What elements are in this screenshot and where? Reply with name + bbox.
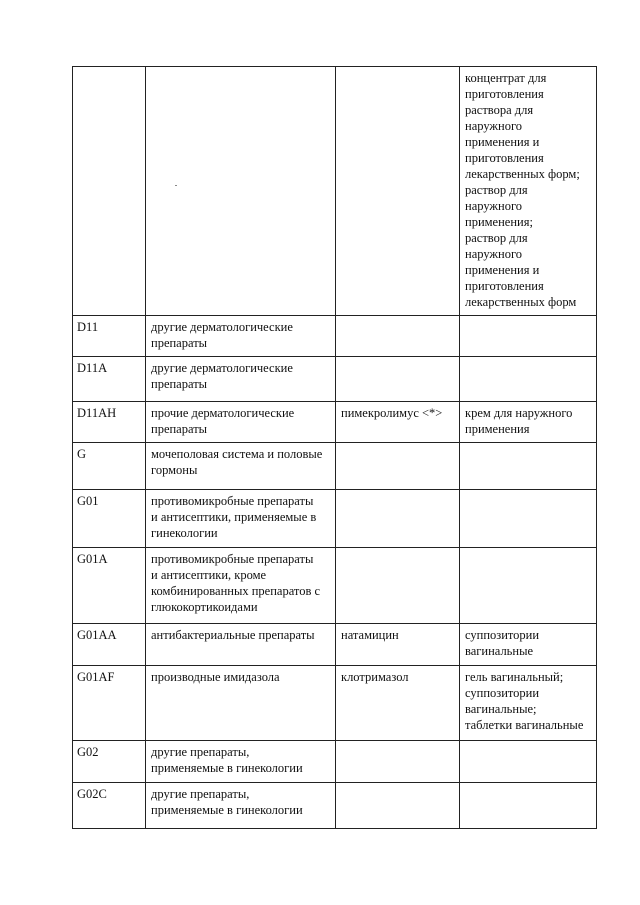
drug-name-cell: натамицин	[336, 624, 460, 666]
table-row	[73, 67, 597, 316]
atc-code-cell: D11AH	[73, 402, 146, 443]
drug-name-cell	[336, 443, 460, 490]
drug-name-cell	[336, 67, 460, 316]
dosage-form-cell: гель вагинальный; суппозитории вагинальные; таблетки вагинальные	[460, 666, 597, 741]
atc-group-cell: другие препараты, применяемые в гинекологии	[146, 741, 336, 783]
atc-code-cell: G	[73, 443, 146, 490]
drug-name-cell	[336, 548, 460, 624]
atc-code-cell: G02C	[73, 783, 146, 829]
atc-code-cell	[73, 67, 146, 316]
drug-name-cell	[336, 316, 460, 357]
dosage-form-cell	[460, 548, 597, 624]
drug-name-cell	[336, 741, 460, 783]
atc-code-cell: D11	[73, 316, 146, 357]
table-row	[73, 783, 597, 829]
table-row	[73, 402, 597, 443]
drug-name-cell	[336, 490, 460, 548]
atc-code-cell: G02	[73, 741, 146, 783]
table-row	[73, 316, 597, 357]
atc-group-cell: мочеполовая система и половые гормоны	[146, 443, 336, 490]
dosage-form-cell	[460, 443, 597, 490]
atc-code-cell: G01	[73, 490, 146, 548]
table-row	[73, 624, 597, 666]
dosage-form-cell	[460, 490, 597, 548]
dosage-form-cell	[460, 316, 597, 357]
drug-name-cell	[336, 357, 460, 402]
drug-name-cell	[336, 783, 460, 829]
atc-group-cell: другие дерматологические препараты	[146, 316, 336, 357]
atc-group-cell: противомикробные препараты и антисептики, применяемые в гинекологии	[146, 490, 336, 548]
dosage-form-cell	[460, 741, 597, 783]
drug-name-cell: клотримазол	[336, 666, 460, 741]
dosage-form-cell	[460, 357, 597, 402]
table-row	[73, 443, 597, 490]
atc-group-cell: другие дерматологические препараты	[146, 357, 336, 402]
table-row	[73, 357, 597, 402]
dosage-form-cell: крем для наружного применения	[460, 402, 597, 443]
dosage-form-cell: суппозитории вагинальные	[460, 624, 597, 666]
table-row	[73, 666, 597, 741]
drug-name-cell: пимекролимус <*>	[336, 402, 460, 443]
atc-group-cell: антибактериальные препараты	[146, 624, 336, 666]
atc-code-cell: G01A	[73, 548, 146, 624]
table-row	[73, 490, 597, 548]
drug-classification-table	[72, 66, 597, 829]
atc-group-cell: прочие дерматологические препараты	[146, 402, 336, 443]
atc-code-cell: G01AF	[73, 666, 146, 741]
table-row	[73, 741, 597, 783]
table-row	[73, 548, 597, 624]
atc-group-cell	[146, 67, 336, 316]
atc-group-cell: другие препараты, применяемые в гинекологии	[146, 783, 336, 829]
atc-group-cell: противомикробные препараты и антисептики, кроме комбинированных препаратов с глюкокортикоидами	[146, 548, 336, 624]
atc-group-cell: производные имидазола	[146, 666, 336, 741]
atc-code-cell: G01AA	[73, 624, 146, 666]
atc-code-cell: D11A	[73, 357, 146, 402]
dosage-form-cell	[460, 783, 597, 829]
dosage-form-cell: концентрат для приготовления раствора для наружного применения и приготовления лекарственных форм; раствор для наружного применения; раствор для наружного применения и приготовления лекарственных форм	[460, 67, 597, 316]
